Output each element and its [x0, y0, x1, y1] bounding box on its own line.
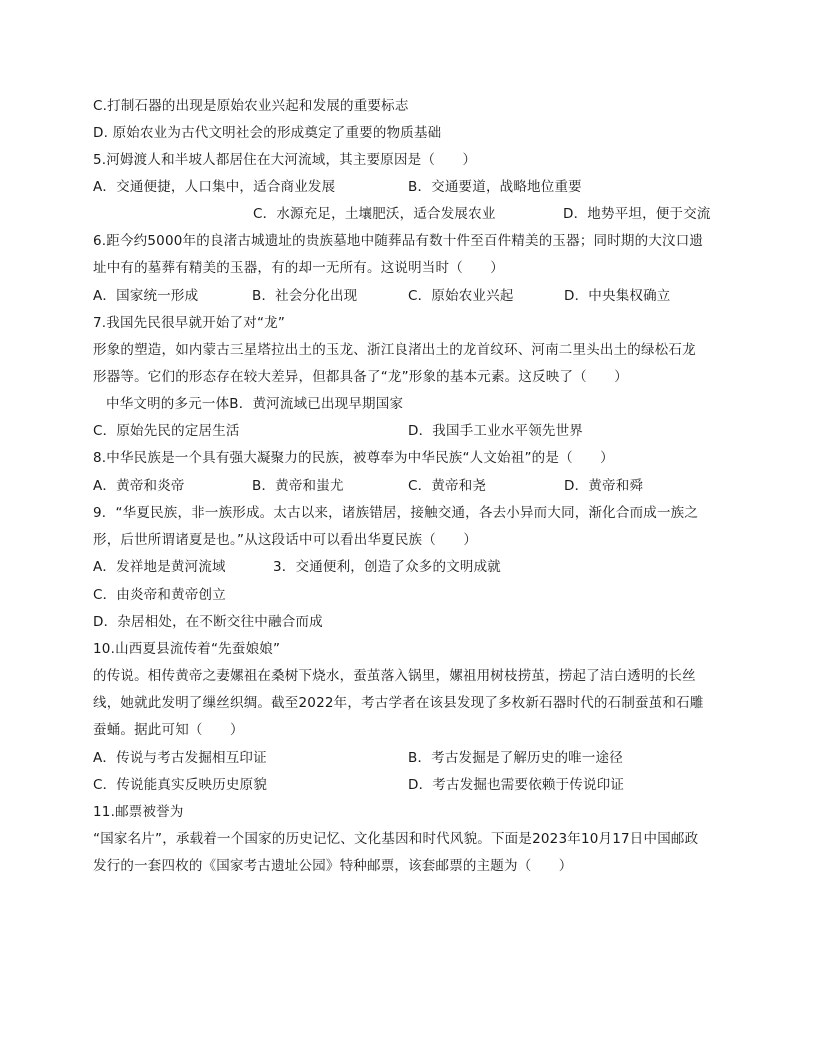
question-11-stem-line1: 11.邮票被誉为 [93, 804, 184, 820]
q8-option-b: B．黄帝和蚩尤 [252, 478, 344, 494]
q6-option-d: D．中央集权确立 [564, 288, 671, 304]
q10-option-d: D．考古发掘也需要依赖于传说印证 [408, 777, 625, 793]
question-7-stem-line1: 7.我国先民很早就开始了对“龙” [93, 315, 286, 331]
q8-option-d: D．黄帝和舜 [564, 478, 644, 494]
q10-option-c: C．传说能真实反映历史原貌 [93, 777, 268, 793]
question-8-stem: 8.中华民族是一个具有强大凝聚力的民族，被尊奉为中华民族“人文始祖”的是（ ） [93, 450, 614, 466]
question-9-stem-line1: 9．“华夏民族，非一族形成。太古以来，诸族错居，接触交通，各去小异而大同，渐化合而成一族之 [93, 505, 699, 521]
question-5-stem: 5.河姆渡人和半坡人都居住在大河流域，其主要原因是（ ） [93, 152, 477, 168]
q7-option-d: D．我国手工业水平领先世界 [408, 423, 583, 439]
q9-option-d: D．杂居相处，在不断交往中融合而成 [93, 614, 323, 630]
q9-option-b: 3．交通便利，创造了众多的文明成就 [273, 559, 501, 575]
q5-option-b: B．交通要道，战略地位重要 [408, 179, 582, 195]
question-11-stem-line2: “国家名片”，承载着一个国家的历史记忆、文化基因和时代风貌。下面是2023年10月17日中国邮政 [93, 831, 699, 847]
question-6-stem-line1: 6.距今约5000年的良渚古城遗址的贵族墓地中随葬品有数十件至百件精美的玉器；同时期的大汶口遗 [93, 233, 704, 249]
q4-option-d: D. 原始农业为古代文明社会的形成奠定了重要的物质基础 [93, 125, 442, 141]
q10-option-a: A．传说与考古发掘相互印证 [93, 750, 267, 766]
q6-option-b: B．社会分化出现 [252, 288, 358, 304]
q5-option-a: A．交通便捷，人口集中，适合商业发展 [93, 179, 336, 195]
question-10-stem-line3: 线，她就此发明了缫丝织绸。截至2022年，考古学者在该县发现了多枚新石器时代的石制蚕茧和石雕 [93, 695, 704, 711]
question-7-stem-line3: 形器等。它们的形态存在较大差异，但都具备了“龙”形象的基本元素。这反映了（ ） [93, 369, 628, 385]
question-7-stem-line2: 形象的塑造，如内蒙古三星塔拉出土的玉龙、浙江良渚出土的龙首纹环、河南二里头出土的绿松石龙 [93, 342, 696, 358]
q8-option-a: A．黄帝和炎帝 [93, 478, 185, 494]
q4-option-c: C.打制石器的出现是原始农业兴起和发展的重要标志 [93, 98, 409, 114]
q6-option-c: C．原始农业兴起 [408, 288, 514, 304]
q9-option-c: C．由炎帝和黄帝创立 [93, 587, 226, 603]
question-10-stem-line2: 的传说。相传黄帝之妻嫘祖在桑树下烧水，蚕茧落入锅里，嫘祖用树枝捞茧，捞起了洁白透明的长丝 [93, 668, 696, 684]
q7-option-a-b: 中华文明的多元一体B．黄河流域已出现早期国家 [106, 396, 404, 412]
question-6-stem-line2: 址中有的墓葬有精美的玉器，有的却一无所有。这说明当时（ ） [93, 260, 504, 276]
question-11-stem-line3: 发行的一套四枚的《国家考古遗址公园》特种邮票，该套邮票的主题为（ ） [93, 858, 573, 874]
q6-option-a: A．国家统一形成 [93, 288, 199, 304]
q7-option-c: C．原始先民的定居生活 [93, 423, 240, 439]
question-9-stem-line2: 形，后世所谓诸夏是也。”从这段话中可以看出华夏民族（ ） [93, 532, 478, 548]
q9-option-a: A．发祥地是黄河流域 [93, 559, 226, 575]
question-10-stem-line1: 10.山西夏县流传着“先蚕娘娘” [93, 641, 281, 657]
question-10-stem-line4: 蚕蛹。据此可知（ ） [93, 722, 244, 738]
q5-option-c: C．水源充足，土壤肥沃，适合发展农业 [253, 206, 496, 222]
q10-option-b: B．考古发掘是了解历史的唯一途径 [408, 750, 623, 766]
q8-option-c: C．黄帝和尧 [408, 478, 487, 494]
q5-option-d: D．地势平坦，便于交流 [563, 206, 711, 222]
